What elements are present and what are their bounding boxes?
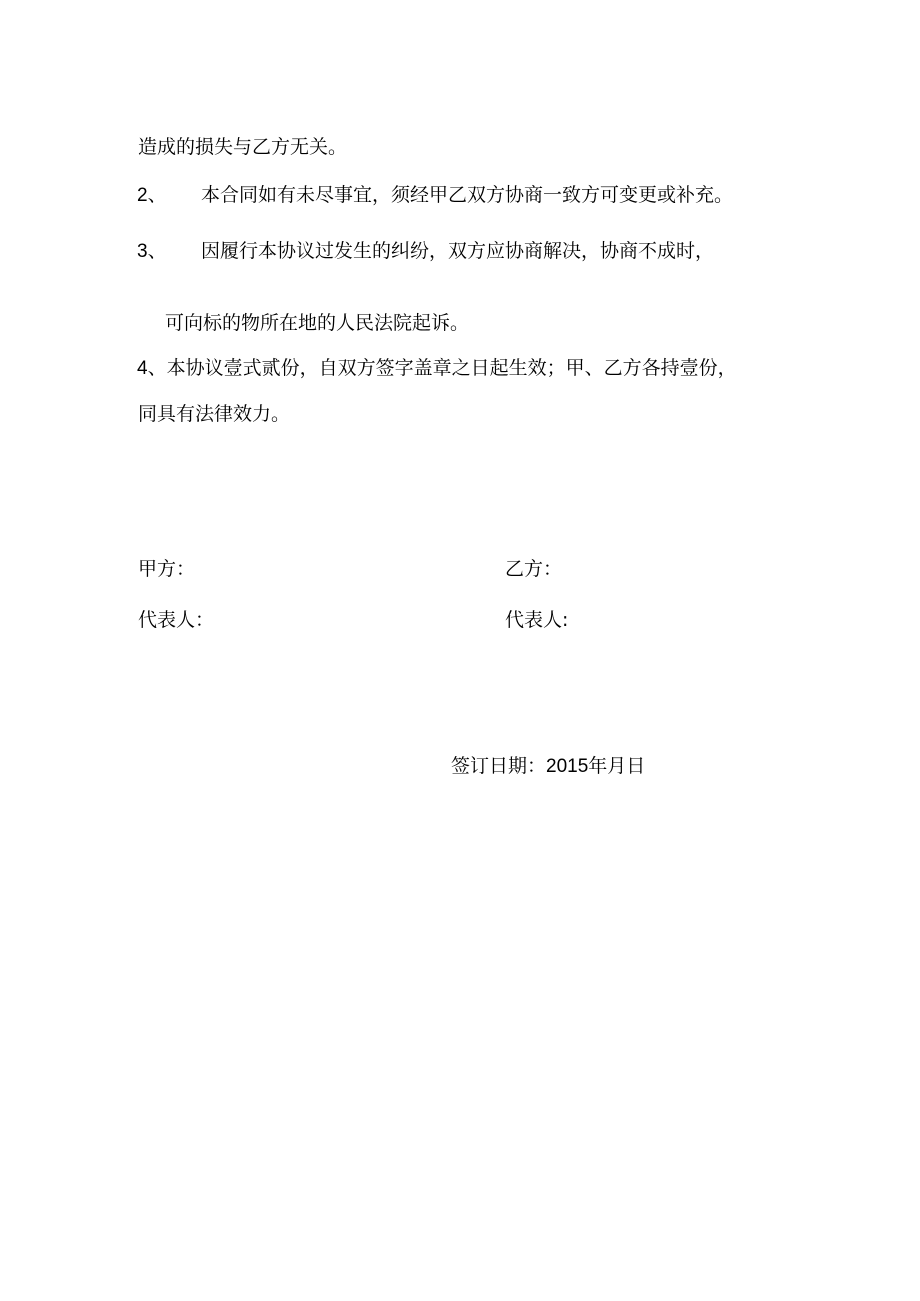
party-a-label: 甲方： <box>138 558 196 580</box>
sign-date-suffix: 年月日 <box>588 755 646 777</box>
clause-3-continuation: 可向标的物所在地的人民法院起诉。 <box>165 312 470 334</box>
party-a-representative-label: 代表人： <box>138 609 215 631</box>
clause-4-continuation: 同具有法律效力。 <box>138 403 291 425</box>
paragraph-continuation: 造成的损失与乙方无关。 <box>138 136 348 158</box>
clause-number: 2 <box>137 185 148 206</box>
clause-number: 3 <box>137 241 148 262</box>
clause-3-text: 因履行本协议过发生的纠纷，双方应协商解决，协商不成时， <box>201 240 715 262</box>
clause-number: 4 <box>137 358 148 379</box>
clause-4-text: 本协议壹式贰份，自双方签字盖章之日起生效；甲、乙方各持壹份， <box>166 357 737 379</box>
sign-date <box>451 757 645 776</box>
clause-2-text: 本合同如有未尽事宜，须经甲乙双方协商一致方可变更或补充。 <box>201 184 734 206</box>
sign-date-label: 签订日期： <box>451 755 547 777</box>
clause-2 <box>137 186 167 205</box>
clause-3 <box>137 242 167 261</box>
sign-date-year: 2015 <box>546 756 589 777</box>
party-b-label: 乙方： <box>505 558 563 580</box>
party-b-representative-label: 代表人: <box>505 609 569 631</box>
clause-separator: 、 <box>147 184 167 206</box>
clause-separator: 、 <box>147 357 167 379</box>
clause-separator: 、 <box>147 240 167 262</box>
clause-4 <box>137 359 737 378</box>
